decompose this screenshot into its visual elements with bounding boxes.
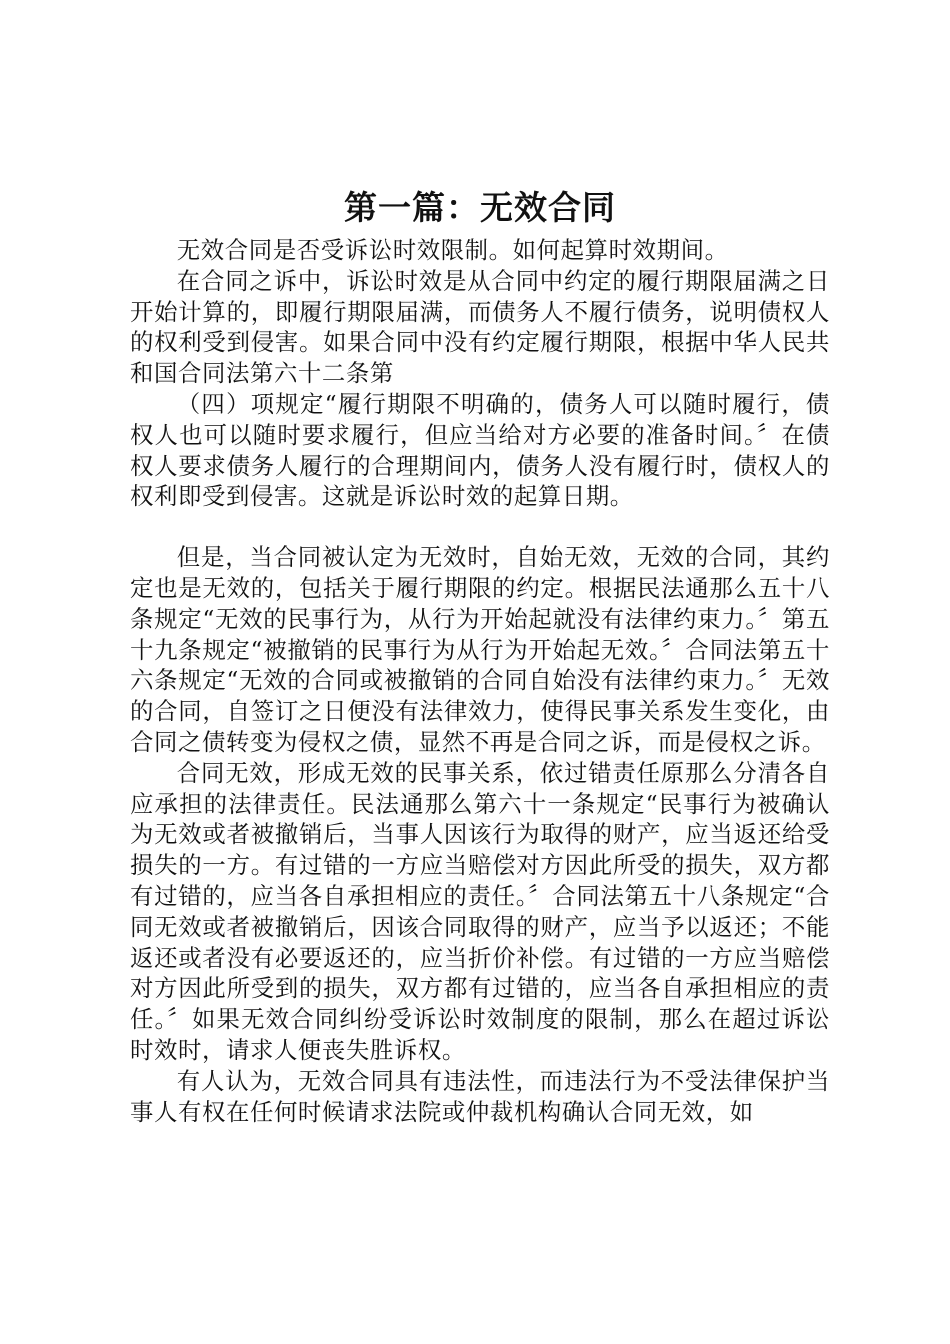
paragraph-void-contract: 但是，当合同被认定为无效时，自始无效，无效的合同，其约定也是无效的，包括关于履行期限的约定。根据民法通那么五十八条规定“无效的民事行为，从行为开始起就没有法律约束力。〞第五十九条规定“被撤销的民事行为从行为开始起无效。〞合同法第五十六条规定“无效的合同或被撤销的合同自始没有法律约束力。〞无效的合同，自签订之日便没有法律效力，使得民事关系发生变化，由合同之债转变为侵权之债，显然不再是合同之诉，而是侵权之诉。: [130, 543, 830, 756]
document-page: [130, 183, 830, 1127]
paragraph-illegality: 有人认为，无效合同具有违法性，而违法行为不受法律保护当事人有权在任何时候请求法院或仲裁机构确认合同无效，如: [130, 1066, 830, 1126]
paragraph-item-four: （四）项规定“履行期限不明确的，债务人可以随时履行，债权人也可以随时要求履行，但应当给对方必要的准备时间。〞在债权人要求债务人履行的合理期间内，债务人没有履行时，债权人的权利即受到侵害。这就是诉讼时效的起算日期。: [130, 389, 830, 511]
document-title: 第一篇：无效合同: [344, 188, 616, 227]
paragraph-question: 无效合同是否受诉讼时效限制。如何起算时效期间。: [176, 236, 729, 264]
paragraph-fault-liability: 合同无效，形成无效的民事关系，依过错责任原那么分清各自应承担的法律责任。民法通那么第六十一条规定“民事行为被确认为无效或者被撤销后，当事人因该行为取得的财产，应当返还给受损失的一方。有过错的一方应当赔偿对方因此所受的损失，双方都有过错的，应当各自承担相应的责任。〞合同法第五十八条规定“合同无效或者被撤销后，因该合同取得的财产，应当予以返还；不能返还或者没有必要返还的，应当折价补偿。有过错的一方应当赔偿对方因此所受到的损失，双方都有过错的，应当各自承担相应的责任。〞如果无效合同纠纷受诉讼时效制度的限制，那么在超过诉讼时效时，请求人便丧失胜诉权。: [130, 758, 830, 1064]
paragraph-spacer: [130, 512, 830, 542]
paragraph-contract-suit: 在合同之诉中，诉讼时效是从合同中约定的履行期限届满之日开始计算的，即履行期限届满，而债务人不履行债务，说明债权人的权利受到侵害。如果合同中没有约定履行期限，根据中华人民共和国合同法第六十二条第: [130, 266, 830, 388]
